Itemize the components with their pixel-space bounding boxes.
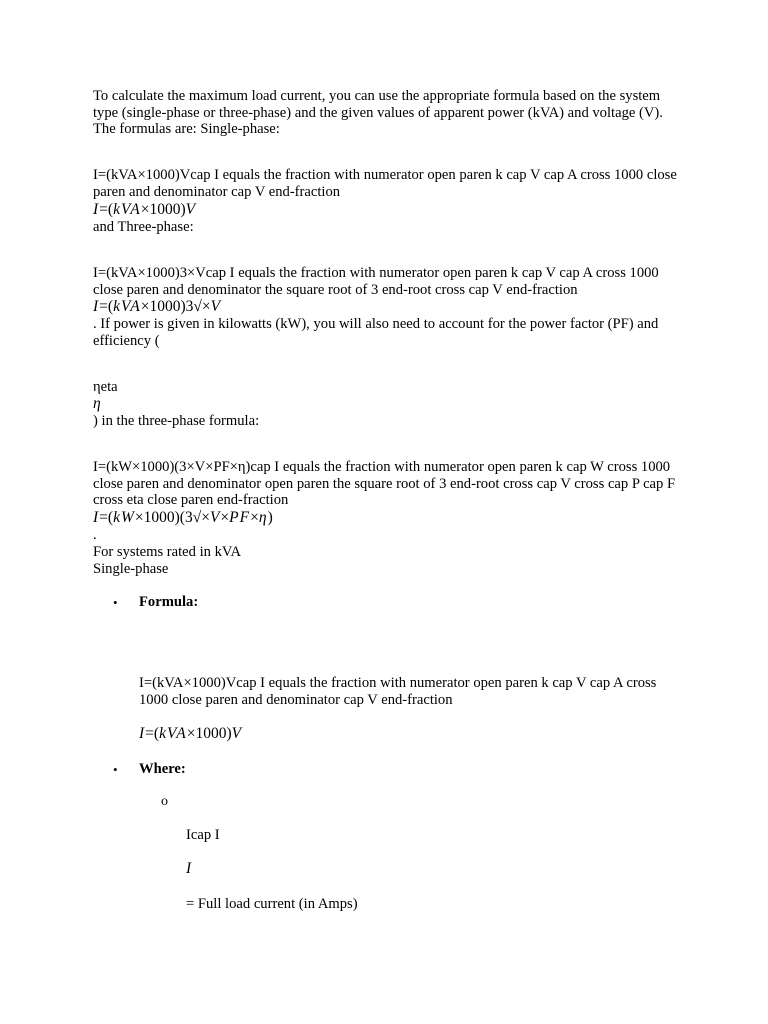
icap-alt-text: Icap I xyxy=(186,827,220,843)
kilowatt-note: . If power is given in kilowatts (kW), you will also need to account for the power factor (PF) and efficiency ( xyxy=(93,316,659,349)
intro-paragraph: To calculate the maximum load current, you can use the appropriate formula based on the system type (single-phase or three-phase) and the given values of apparent power (kVA) and voltage (V). The formulas are: Single-phase: xyxy=(93,88,663,137)
three-phase-formula-alt-text: I=(kVA×1000)3×Vcap I equals the fraction with numerator open paren k cap V cap A cross 1000 close paren and denominator the square root of 3 end-root cross cap V end-fraction xyxy=(93,265,659,298)
eta-close-text: ) in the three-phase formula: xyxy=(93,413,260,429)
sub-bullet-circle: o xyxy=(161,794,168,809)
bullet-formula: • xyxy=(113,595,118,610)
and-three-phase-text: and Three-phase: xyxy=(93,219,194,235)
kilowatt-formula-alt-text: I=(kW×1000)(3×V×PF×η)cap I equals the fraction with numerator open paren k cap W cross 1000 close paren and denominator open paren the square root of 3 end-root cross cap V cross cap P cap F cross eta close paren end-fraction xyxy=(93,459,676,508)
three-phase-formula: I=(kVA×1000)3√×V xyxy=(93,298,222,315)
formula-math: I=(kVA×1000)V xyxy=(139,725,243,742)
icap-symbol: I xyxy=(186,860,193,877)
single-phase-formula: I=(kVA×1000)V xyxy=(93,201,197,218)
single-phase-formula-alt-text: I=(kVA×1000)Vcap I equals the fraction with numerator open paren k cap V cap A cross 1000 close paren and denominator cap V end-fraction xyxy=(93,167,677,200)
where-label: Where: xyxy=(139,761,186,777)
eta-alt-text: ηeta xyxy=(93,379,118,395)
formula-alt-text: I=(kVA×1000)Vcap I equals the fraction with numerator open paren k cap V cap A cross 1000 close paren and denominator cap V end-fraction xyxy=(139,675,657,708)
kilowatt-formula: I=(kW×1000)(3√×V×PF×η) xyxy=(93,509,273,526)
eta-symbol: η xyxy=(93,395,102,412)
full-load-definition: = Full load current (in Amps) xyxy=(186,896,358,912)
single-phase-heading: Single-phase xyxy=(93,561,169,577)
kva-heading: For systems rated in kVA xyxy=(93,544,242,560)
bullet-where: • xyxy=(113,762,118,777)
formula-label: Formula: xyxy=(139,594,199,610)
period-text: . xyxy=(93,527,97,543)
